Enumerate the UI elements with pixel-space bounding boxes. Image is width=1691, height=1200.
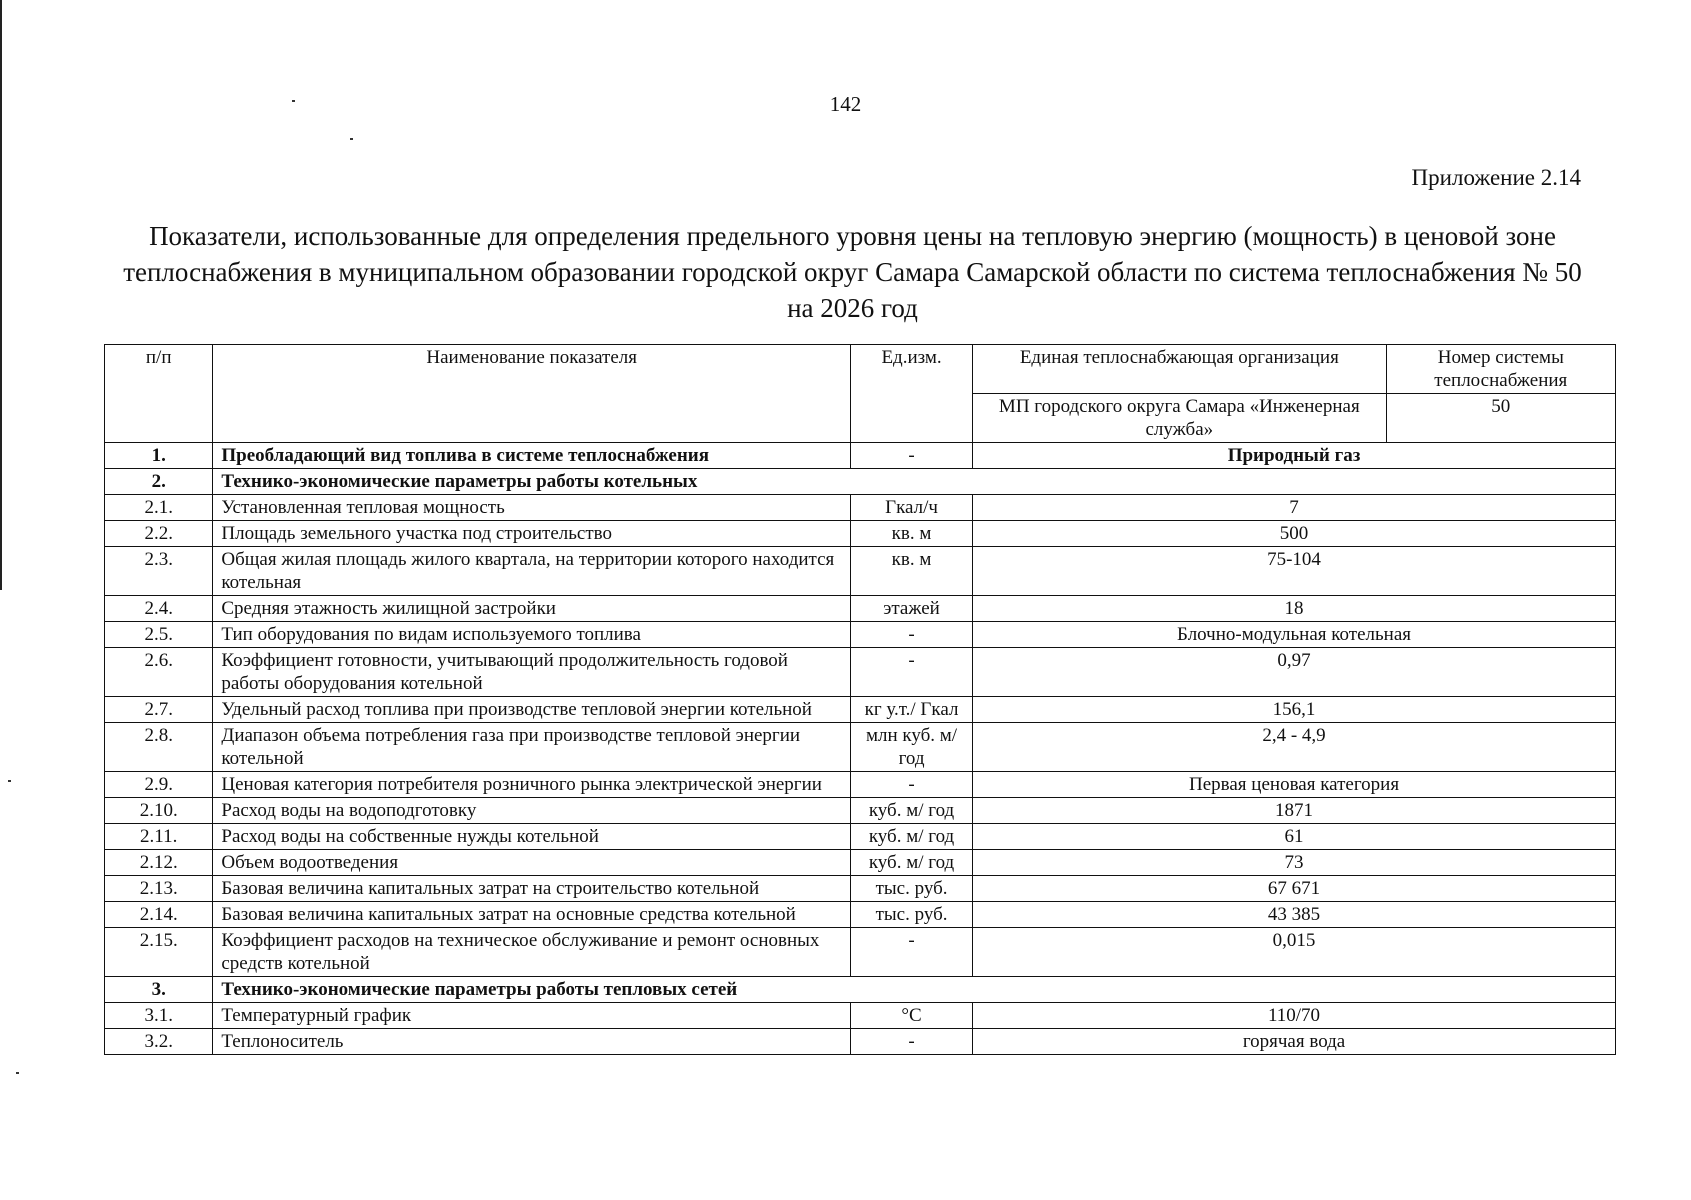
row-number: 2.10. [105,798,213,824]
row-number: 2.11. [105,824,213,850]
table-row [105,648,1616,697]
indicator-name: Площадь земельного участка под строительство [213,521,851,547]
row-number: 2.12. [105,850,213,876]
unit-cell: - [851,443,973,469]
table-row [105,772,1616,798]
table-row [105,495,1616,521]
value-cell: 75-104 [973,547,1616,596]
table-row [105,622,1616,648]
table-row [105,850,1616,876]
indicator-name: Теплоноситель [213,1029,851,1055]
indicator-name: Объем водоотведения [213,850,851,876]
value-cell: 0,015 [973,928,1616,977]
unit-cell: °С [851,1003,973,1029]
row-number: 2.13. [105,876,213,902]
row-number: 2. [105,469,213,495]
table-row [105,798,1616,824]
indicator-name: Установленная тепловая мощность [213,495,851,521]
value-cell: 43 385 [973,902,1616,928]
indicator-name: Технико-экономические параметры работы тепловых сетей [213,977,1616,1003]
value-cell: 156,1 [973,697,1616,723]
indicator-name: Средняя этажность жилищной застройки [213,596,851,622]
unit-cell: - [851,928,973,977]
table-row [105,1003,1616,1029]
system-number: 50 [1386,394,1615,443]
row-number: 2.5. [105,622,213,648]
row-number: 2.1. [105,495,213,521]
page-number: 142 [829,92,862,116]
row-number: 3.2. [105,1029,213,1055]
indicator-name: Диапазон объема потребления газа при производстве тепловой энергии котельной [213,723,851,772]
value-cell: 73 [973,850,1616,876]
header-system: Номер системы теплоснабжения [1386,345,1615,394]
unit-cell: - [851,648,973,697]
value-cell: 2,4 - 4,9 [973,723,1616,772]
row-number: 2.15. [105,928,213,977]
indicator-name: Базовая величина капитальных затрат на основные средства котельной [213,902,851,928]
row-number: 2.3. [105,547,213,596]
value-cell: 67 671 [973,876,1616,902]
indicator-name: Коэффициент готовности, учитывающий продолжительность годовой работы оборудования котельной [213,648,851,697]
table-header-row [105,345,1616,394]
unit-cell: - [851,1029,973,1055]
indicator-name: Расход воды на водоподготовку [213,798,851,824]
unit-cell: - [851,772,973,798]
unit-cell: тыс. руб. [851,876,973,902]
scan-speck [350,138,353,140]
indicator-name: Преобладающий вид топлива в системе теплоснабжения [213,443,851,469]
unit-cell: кв. м [851,521,973,547]
scan-speck [8,780,11,782]
unit-cell: - [851,622,973,648]
unit-cell: куб. м/ год [851,798,973,824]
row-number: 2.4. [105,596,213,622]
value-cell: 110/70 [973,1003,1616,1029]
table-row [105,547,1616,596]
appendix-label: Приложение 2.14 [1411,165,1581,190]
indicator-name: Температурный график [213,1003,851,1029]
row-number: 2.8. [105,723,213,772]
header-org: Единая теплоснабжающая организация [973,345,1387,394]
section-row [105,977,1616,1003]
table-row [105,723,1616,772]
unit-cell: кг у.т./ Гкал [851,697,973,723]
table-row [105,902,1616,928]
unit-cell: куб. м/ год [851,850,973,876]
indicator-name: Ценовая категория потребителя розничного рынка электрической энергии [213,772,851,798]
row-number: 2.9. [105,772,213,798]
header-num: п/п [105,345,213,443]
unit-cell: Гкал/ч [851,495,973,521]
scan-left-edge [0,0,2,590]
value-cell: 500 [973,521,1616,547]
unit-cell: кв. м [851,547,973,596]
row-number: 1. [105,443,213,469]
table-row [105,1029,1616,1055]
header-name: Наименование показателя [213,345,851,443]
value-cell: 7 [973,495,1616,521]
value-cell: 18 [973,596,1616,622]
row-number: 2.14. [105,902,213,928]
value-cell: Первая ценовая категория [973,772,1616,798]
section-row [105,469,1616,495]
table-row [105,521,1616,547]
value-cell: Природный газ [973,443,1616,469]
row-number: 2.2. [105,521,213,547]
org-name: МП городского округа Самара «Инженерная служба» [973,394,1387,443]
unit-cell: куб. м/ год [851,824,973,850]
unit-cell: этажей [851,596,973,622]
table-row [105,443,1616,469]
value-cell: Блочно-модульная котельная [973,622,1616,648]
value-cell: 1871 [973,798,1616,824]
table-row [105,596,1616,622]
indicator-name: Удельный расход топлива при производстве тепловой энергии котельной [213,697,851,723]
indicator-name: Базовая величина капитальных затрат на строительство котельной [213,876,851,902]
value-cell: горячая вода [973,1029,1616,1055]
indicator-name: Коэффициент расходов на техническое обслуживание и ремонт основных средств котельной [213,928,851,977]
value-cell: 61 [973,824,1616,850]
parameters-table [104,344,1616,1055]
scan-speck [16,1072,19,1074]
indicator-name: Расход воды на собственные нужды котельной [213,824,851,850]
row-number: 3.1. [105,1003,213,1029]
unit-cell: млн куб. м/год [851,723,973,772]
unit-cell: тыс. руб. [851,902,973,928]
indicator-name: Общая жилая площадь жилого квартала, на территории которого находится котельная [213,547,851,596]
table-row [105,876,1616,902]
document-title: Показатели, использованные для определения предельного уровня цены на тепловую энергию (мощность) в ценовой зоне теплоснабжения в муниципальном образовании городской округ Самара Самарской области по система теплоснабжения № 50 на 2026 год [123,221,1582,323]
table-row [105,928,1616,977]
table-row [105,824,1616,850]
indicator-name: Технико-экономические параметры работы котельных [213,469,1616,495]
table-row [105,697,1616,723]
row-number: 3. [105,977,213,1003]
indicator-name: Тип оборудования по видам используемого топлива [213,622,851,648]
header-unit: Ед.изм. [851,345,973,443]
row-number: 2.6. [105,648,213,697]
value-cell: 0,97 [973,648,1616,697]
row-number: 2.7. [105,697,213,723]
